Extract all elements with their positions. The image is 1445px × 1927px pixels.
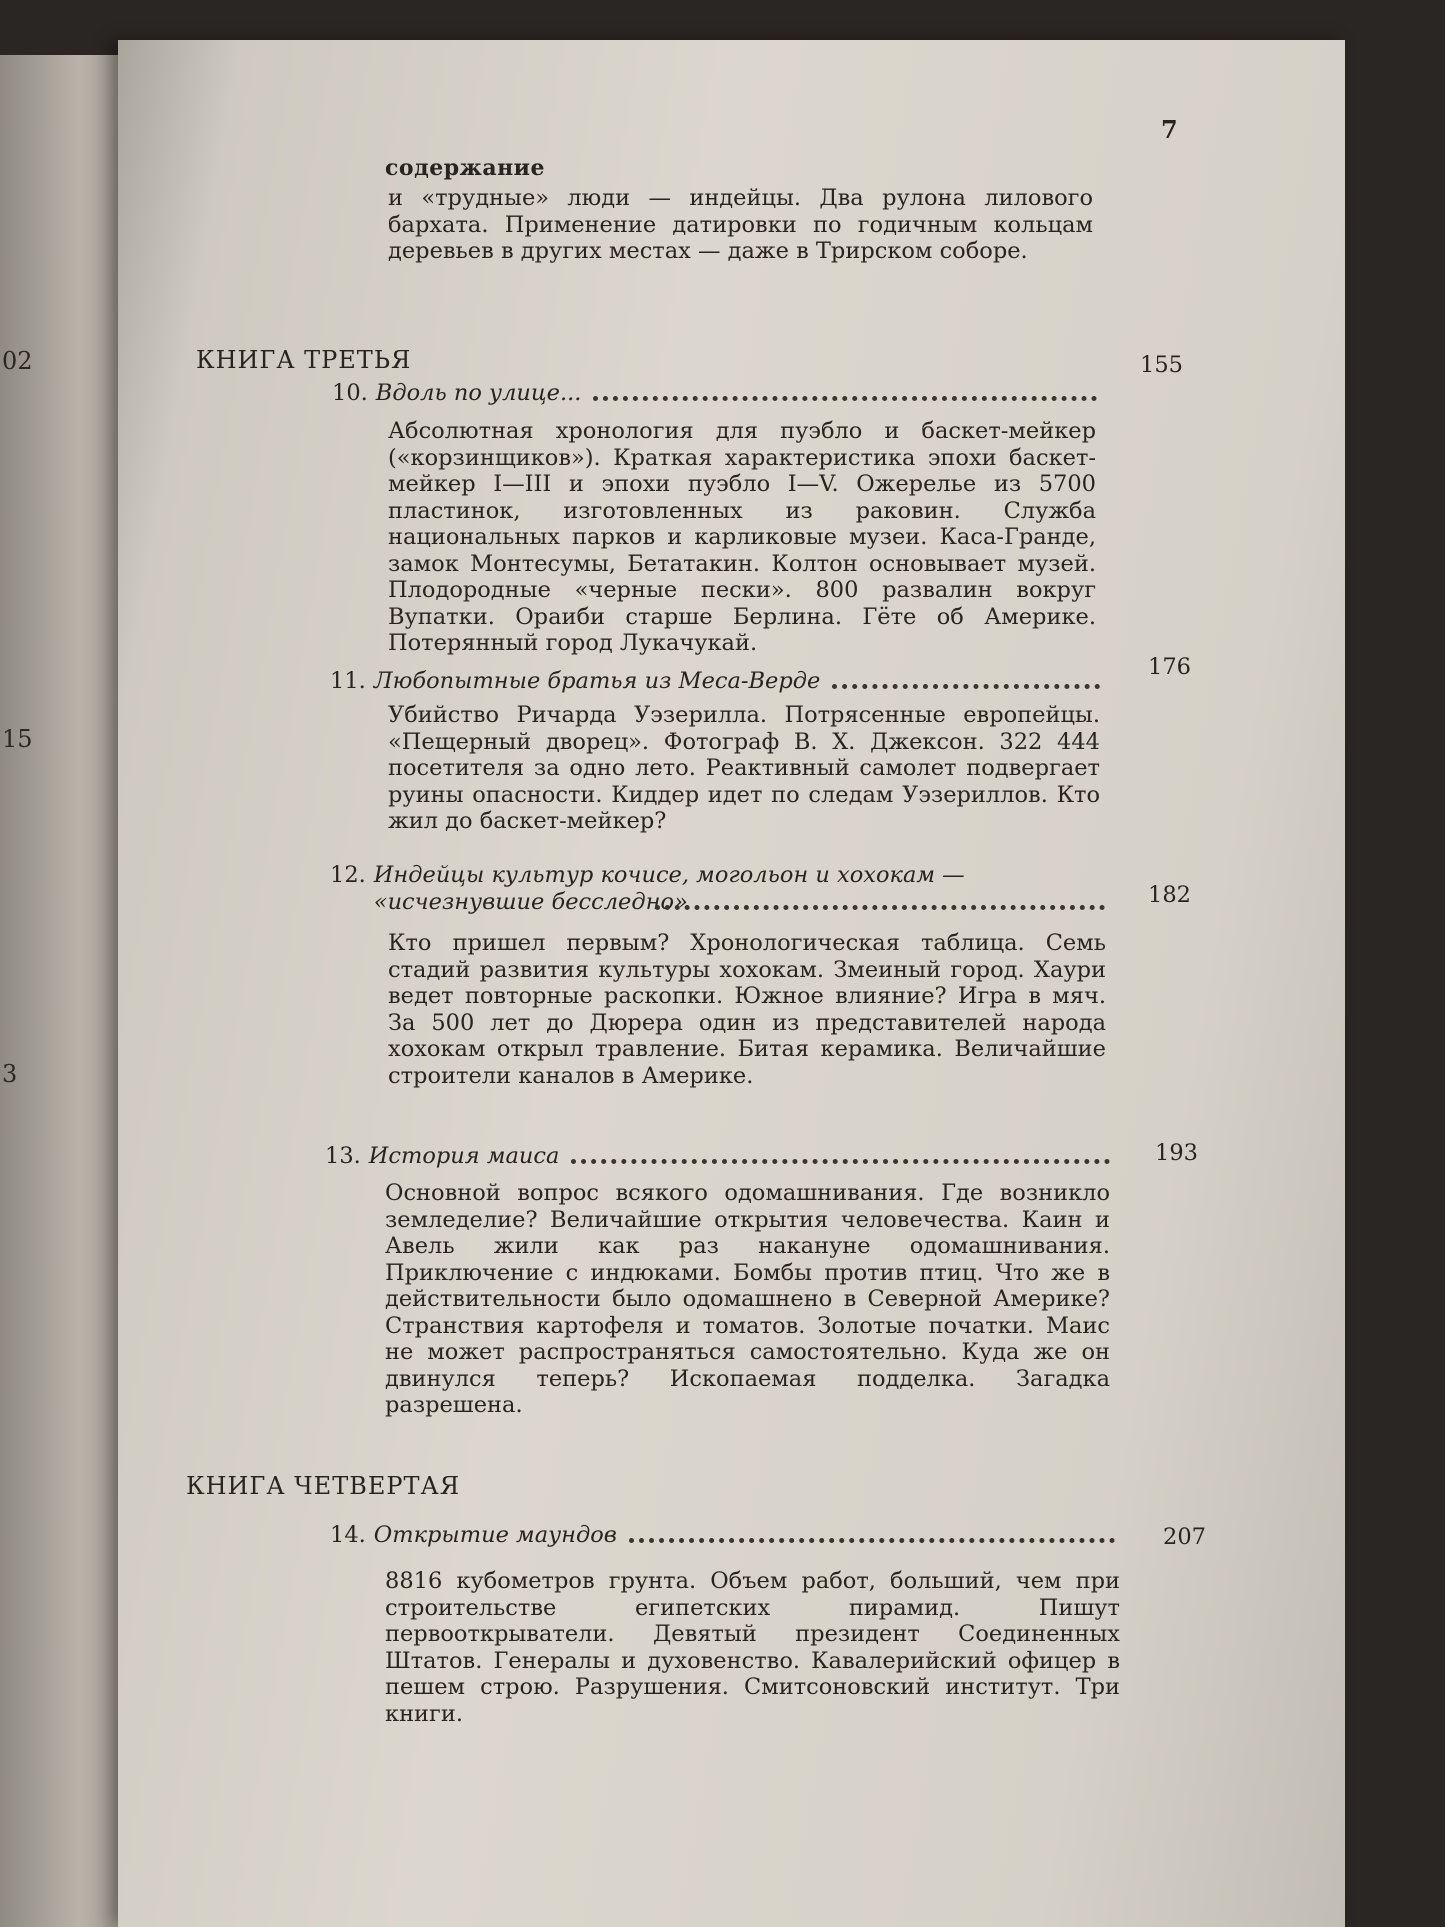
running-head: содержание xyxy=(385,155,545,181)
page-number: 7 xyxy=(1161,115,1178,144)
chapter-entry xyxy=(332,380,1097,407)
chapter-number: 14. xyxy=(330,1522,366,1548)
dot-leader xyxy=(655,905,1105,910)
chapter-entry xyxy=(330,1522,1115,1549)
book-title: КНИГА ТРЕТЬЯ xyxy=(196,346,412,374)
chapter-entry xyxy=(330,668,1100,695)
chapter-title: Вдоль по улице... xyxy=(375,380,582,406)
left-page-number: 3 xyxy=(2,1060,18,1088)
left-page-number: 02 xyxy=(2,347,33,375)
chapter-entry xyxy=(325,1143,1110,1170)
book-page-number: 155 xyxy=(1140,352,1183,378)
chapter-number: 13. xyxy=(325,1143,361,1169)
dot-leader xyxy=(593,396,1097,401)
chapter-page-number: 176 xyxy=(1148,654,1191,680)
chapter-title: История маиса xyxy=(368,1143,560,1169)
chapter-number: 10. xyxy=(332,380,368,406)
book-title: КНИГА ЧЕТВЕРТАЯ xyxy=(186,1472,461,1500)
chapter-page-number: 193 xyxy=(1155,1140,1198,1166)
chapter-summary: Убийство Ричарда Уэзерилла. Потрясенные европейцы. «Пещерный дворец». Фотограф В. Х. Джексон. 322 444 посетителя за одно лето. Реактивный самолет подвергает руины опасности. Киддер идет по следам Уэзериллов. Кто жил до баскет-мейкер? xyxy=(388,702,1100,834)
chapter-number: 12. xyxy=(330,862,366,888)
chapter-title: Индейцы культур кочисе, могольон и хохокам — «исчезнувшие бесследно» xyxy=(373,862,965,915)
chapter-number: 11. xyxy=(330,668,366,694)
chapter-summary: Кто пришел первым? Хронологическая таблица. Семь стадий развития культуры хохокам. Змеиный город. Хаури ведет повторные раскопки. Южное влияние? Игра в мяч. За 500 лет до Дюрера один из представителей народа хохокам открыл травление. Битая керамика. Величайшие строители каналов в Америке. xyxy=(388,930,1106,1089)
chapter-page-number: 182 xyxy=(1148,882,1191,908)
left-page-edge xyxy=(0,55,132,1927)
chapter-title: Открытие маундов xyxy=(373,1522,617,1548)
dot-leader xyxy=(571,1159,1110,1164)
chapter-summary: Абсолютная хронология для пуэбло и баскет-мейкер («корзинщиков»). Краткая характеристика эпохи баскет-мейкер I—III и эпохи пуэбло I—V. Ожерелье из 5700 пластинок, изготовленных из раковин. Служба национальных парков и карликовые музеи. Каса-Гранде, замок Монтесумы, Бетатакин. Колтон основывает музей. Плодородные «черные пески». 800 развалин вокруг Вупатки. Ораиби старше Берлина. Гёте об Америке. Потерянный город Лукачукай. xyxy=(388,418,1096,656)
left-page-number: 15 xyxy=(2,725,33,753)
dot-leader xyxy=(629,1538,1115,1543)
chapter-summary: 8816 кубометров грунта. Объем работ, больший, чем при строительстве египетских пирамид. Пишут первооткрыватели. Девятый президент Соединенных Штатов. Генералы и духовенство. Кавалерийский офицер в пешем строю. Разрушения. Смитсоновский институт. Три книги. xyxy=(385,1568,1120,1727)
chapter-summary: Основной вопрос всякого одомашнивания. Где возникло земледелие? Величайшие открытия человечества. Каин и Авель жили как раз накануне одомашнивания. Приключение с индюками. Бомбы против птиц. Что же в действительности было одомашнено в Северной Америке? Странствия картофеля и томатов. Золотые початки. Маис не может распространяться самостоятельно. Куда же он двинулся теперь? Ископаемая подделка. Загадка разрешена. xyxy=(385,1180,1110,1418)
intro-paragraph: и «трудные» люди — индейцы. Два рулона лилового бархата. Применение датировки по годичным кольцам деревьев в других местах — даже в Трирском соборе. xyxy=(388,185,1093,264)
chapter-page-number: 207 xyxy=(1163,1524,1206,1550)
chapter-title: Любопытные братья из Меса-Верде xyxy=(373,668,821,694)
dot-leader xyxy=(832,684,1100,689)
